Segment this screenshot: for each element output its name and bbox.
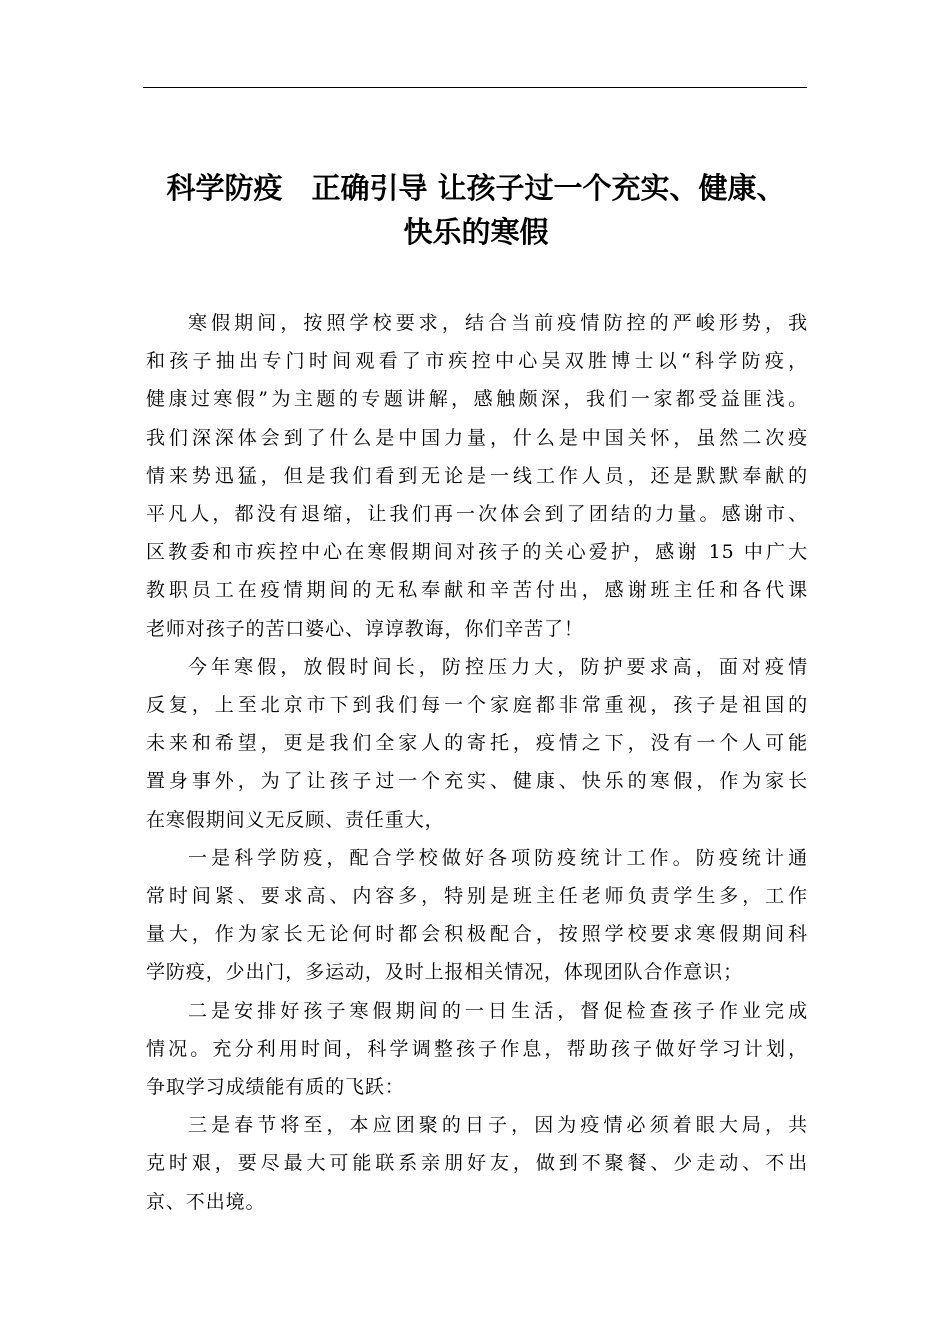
- text-line: 今年寒假，放假时间长，防控压力大，防护要求高，面对疫情: [188, 655, 808, 678]
- text-line: 和孩子抽出专门时间观看了市疾控中心吴双胜博士以“科学防疫，: [146, 350, 808, 373]
- text-line: 学防疫，少出门，多运动，及时上报相关情况，体现团队合作意识；: [146, 961, 744, 984]
- text-line: 情况。充分利用时间，科学调整孩子作息，帮助孩子做好学习计划，: [146, 1037, 808, 1060]
- title-line: 科学防疫 正确引导 让孩子过一个充实、健康、: [166, 171, 786, 205]
- text-line: 教职员工在疫情期间的无私奉献和辛苦付出，感谢班主任和各代课: [146, 579, 808, 602]
- text-line: 平凡人，都没有退缩，让我们再一次体会到了团结的力量。感谢市、: [146, 503, 808, 526]
- paragraph: [146, 304, 808, 648]
- text-line: 老师对孩子的苦口婆心、谆谆教诲，你们辛苦了！: [146, 617, 584, 640]
- text-line: 三是春节将至，本应团聚的日子，因为疫情必须着眼大局，共: [188, 1114, 808, 1137]
- text-line: 常时间紧、要求高、内容多，特别是班主任老师负责学生多，工作: [146, 885, 808, 908]
- document-body: [146, 304, 808, 1221]
- header-rule: [143, 87, 807, 88]
- document-title: [120, 166, 832, 254]
- text-line: 区教委和市疾控中心在寒假期间对孩子的关心爱护，感谢 15 中广大: [146, 541, 808, 564]
- paragraph: [146, 648, 808, 839]
- text-line: 在寒假期间义无反顾、责任重大，: [146, 808, 445, 831]
- text-line: 健康过寒假”为主题的专题讲解，感触颇深，我们一家都受益匪浅。: [146, 388, 808, 411]
- text-line: 未来和希望，更是我们全家人的寄托，疫情之下，没有一个人可能: [146, 732, 808, 755]
- text-line: 争取学习成绩能有质的飞跃：: [146, 1076, 405, 1099]
- text-line: 反复，上至北京市下到我们每一个家庭都非常重视，孩子是祖国的: [146, 694, 808, 717]
- paragraph: [146, 839, 808, 992]
- paragraph: [146, 992, 808, 1107]
- text-line: 情来势迅猛，但是我们看到无论是一线工作人员，还是默默奉献的: [146, 464, 808, 487]
- text-line: 京、不出境。: [146, 1190, 266, 1213]
- text-line: 二是安排好孩子寒假期间的一日生活，督促检查孩子作业完成: [188, 999, 808, 1022]
- text-line: 一是科学防疫，配合学校做好各项防疫统计工作。防疫统计通: [188, 846, 808, 869]
- text-line: 置身事外，为了让孩子过一个充实、健康、快乐的寒假，作为家长: [146, 770, 808, 793]
- text-line: 克时艰，要尽最大可能联系亲朋好友，做到不聚餐、少走动、不出: [146, 1152, 808, 1175]
- text-line: 量大，作为家长无论何时都会积极配合，按照学校要求寒假期间科: [146, 923, 808, 946]
- title-line: 快乐的寒假: [403, 215, 549, 249]
- paragraph: [146, 1106, 808, 1221]
- text-line: 我们深深体会到了什么是中国力量，什么是中国关怀，虽然二次疫: [146, 426, 808, 449]
- text-line: 寒假期间，按照学校要求，结合当前疫情防控的严峻形势，我: [188, 312, 808, 334]
